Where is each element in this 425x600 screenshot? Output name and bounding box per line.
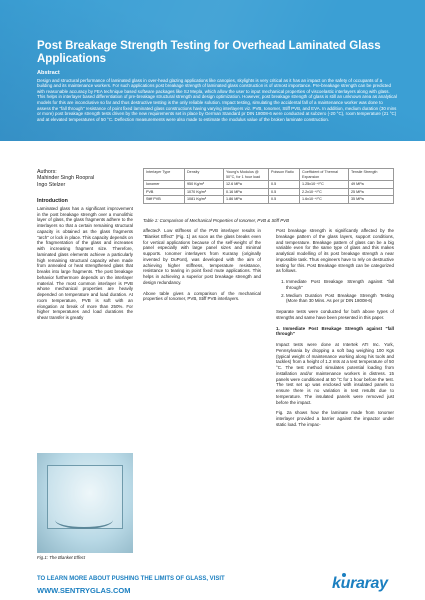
authors-heading: Authors:: [37, 169, 57, 175]
column-2: [143, 228, 261, 307]
list-item: 2. Medium Duration Post Breakage Strength Testing (More than 30 Mins. As per pr DIN 18008-6): [286, 293, 394, 305]
table-cell: 1.86 MPa: [224, 196, 269, 204]
kuraray-logo: kuraray: [332, 575, 388, 592]
figure-caption: Fig.1: The Blanket Effect: [37, 555, 86, 560]
author-name: Ingo Stelzer: [37, 181, 66, 188]
table-cell: PVB: [144, 188, 185, 196]
table-cell: 0.5: [269, 196, 300, 204]
table-row: [144, 188, 394, 196]
paragraph: Fig. 2a shows how the laminate made from Ionomer interlayer provided a barrier against the impactor under static load. The impac-: [276, 410, 394, 427]
header-banner: [0, 0, 425, 141]
paragraph: Impact tests were done at Intertek ATI Inc. York, Pennsylvania by dropping a soft bag weighing 100 Kgs (typical weight of maintenance working along his tools and tackles) from a height of 1.2 mts at a test temperature of 50 °C. The test method simulates potential loading from installation and/or maintenance workers in distress. 15 panels were conditioned at 50 °C for 1 hour before the test. The test set up was enclosed with insulated panels to ensure there is no variation in test results due to temperature. The insulated panels were removed just before the impact.: [276, 342, 394, 405]
paragraph: Above table gives a comparison of the mechanical properties of Ionomer, PVB, Stiff PVB interlayers.: [143, 290, 261, 302]
table-header-cell: Tensile Strength: [349, 169, 394, 181]
table-cell: 1.6x10⁻⁴/°C: [300, 196, 349, 204]
footer: [0, 572, 425, 600]
list-item: 1. Immediate Post Breakage Strength against "fall through": [286, 279, 394, 291]
table-header-cell: Poisson Ratio: [269, 169, 300, 181]
author-name: Mahinder Singh Roopral: [37, 175, 95, 182]
table-cell: 35 MPa: [349, 196, 394, 204]
table-header-cell: Density: [185, 169, 224, 181]
sagging-laminate: [55, 511, 113, 529]
table-row: [144, 196, 394, 204]
document-title: Post Breakage Strength Testing for Overhead Laminated Glass Applications: [37, 40, 381, 65]
section-subheading: 1. Immediate Post Breakage Strength against "fall through": [276, 325, 394, 337]
table-cell: 0.16 MPa: [224, 188, 269, 196]
column-1: [37, 199, 133, 326]
table-cell: 1081 Kg/m³: [185, 196, 224, 204]
table-cell: 1.25x10⁻⁴/°C: [300, 181, 349, 189]
table-cell: 0.5: [269, 188, 300, 196]
strength-list: [276, 279, 394, 304]
table-cell: Stiff PVB: [144, 196, 185, 204]
table-cell: 25 MPa: [349, 188, 394, 196]
footer-url-link[interactable]: WWW.SENTRYGLAS.COM: [37, 586, 131, 595]
abstract-text: Design and structural performance of laminated glass in over-head glazing applications like canopies, skylights is very critical as it has an impact on the safety of occupants of a building and its maintenance workers. For such applications post breakage strength of laminated glass construction is of utmost importance. Pre-breakage strength can be predicted with reasonable accuracy by FEA technique based software packages like SJ Mepla, which allow the user to input mechanical properties of viscoelastic interlayers along with glass. This helps in interlayer based differentiation of pre-breakage structural strength and design optimization. However, post breakage strength of glass is still an unknown area as analytical models for this are inconclusive so far and thus destructive testing is the only reliable solution. Impact testing, simulating the accidental fall of a maintenance worker was done to assess the "fall through" resistance of point fixed laminated glass constructions having varying interlayers viz. PVB, Ionomer, Stiff PVB, and EVA. In addition, medium duration (30 mins or more) post breakage strength tests driven by the new requirements set in place by German Standard pr DIN 18008-6 were conducted at subzero (-20 °C), room temperature (21 °C) and at elevated temperatures of 50 °C. Deflection measurements were also made to estimate the modulus value of the broken laminate construction.: [37, 77, 397, 122]
abstract-heading: Abstract: [37, 70, 60, 76]
footer-tagline: TO LEARN MORE ABOUT PUSHING THE LIMITS OF GLASS, VISIT: [37, 576, 225, 582]
blanket-effect-figure: [37, 453, 133, 553]
table-caption: Table 1: Comparison of Mechanical Properties of Ionomer, PVB & Stiff PVB: [143, 218, 290, 223]
table-cell: 0.5: [269, 181, 300, 189]
paragraph: Separate tests were conducted for both above types of strengths and same have been presented in this paper.: [276, 309, 394, 320]
table-header-cell: Young's Modulus @ 50°C, for 1 hour load: [224, 169, 269, 181]
paragraph: Laminated glass has a significant improvement in the post breakage strength over a monolithic layer of glass, the glass fragments adhere to the interlayers so that a certain remaining structural capacity is obtained as the glass fragments "arch" or lock in place. This capacity depends on the fragmentation of the glass and increases with increasing fragment size. Therefore, laminated glass elements achieve a particularly high remaining structural capacity when made from annealed or heat strengthened glass that breaks into large fragments. The post breakage behavior furthermore depends on the interlayer material. The most common interlayer is PVB whose mechanical properties are heavily depended on temperature and load duration. At room temperature, PVB is soft with an elongation at break of more than 250%. For higher temperatures and load durations the shear transfer is greatly: [37, 205, 133, 320]
table-cell: Ionomer: [144, 181, 185, 189]
authors-block: [37, 169, 94, 188]
column-3: [276, 228, 394, 433]
table-cell: 12.6 MPa: [224, 181, 269, 189]
introduction-heading: Introduction: [37, 198, 68, 204]
table-header-row: [144, 169, 394, 181]
paragraph: affected¹. Low stiffness of the PVB interlayer results in "Blanket Effect" (Fig. 1) as soon as the glass breaks even for vertical applications because of the self-weight of the panel especially with large panel sizes and minimal supports. Ionomer interlayers from Kuraray (originally invented by DuPont), was developed with the aim of achieving higher stiffness, temperature resistance, resistance to tearing in point fixed mute applications. This helps in achieving a superior post breakage strength and design redundancy.: [143, 228, 261, 285]
paragraph: Post breakage strength is significantly affected by the breakage pattern of the glass layers, support conditions, and temperature. Breakage pattern of glass can be a big variable even for the same type of glass and this makes analytical modelling of its post breakage strength a near impossible task. Thus engineers have to rely on destructive testing for this. Post Breakage strength can be categorized as follows.: [276, 228, 394, 274]
table-header-cell: Coefficient of Thermal Expansion: [300, 169, 349, 181]
table-header-cell: Interlayer Type: [144, 169, 185, 181]
table-cell: 2.2x10⁻⁴/°C: [300, 188, 349, 196]
table-row: [144, 181, 394, 189]
table-cell: 1070 Kg/m³: [185, 188, 224, 196]
abstract: [37, 71, 397, 122]
properties-table: [143, 168, 394, 204]
table-cell: 950 Kg/m³: [185, 181, 224, 189]
table-cell: 49 MPa: [349, 181, 394, 189]
